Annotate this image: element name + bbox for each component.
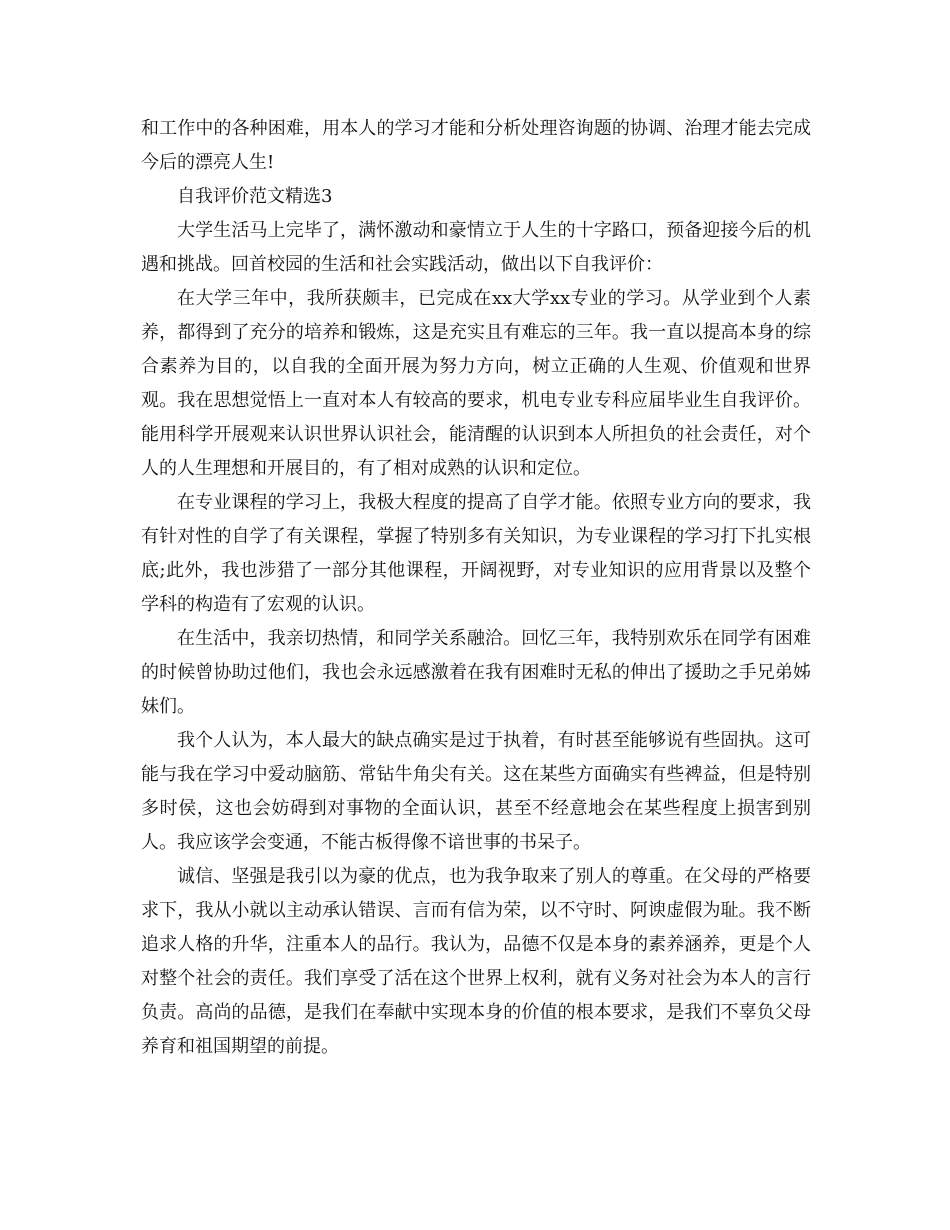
paragraph-intro: 大学生活马上完毕了，满怀激动和豪情立于人生的十字路口，预备迎接今后的机遇和挑战。回首校园的生活和社会实践活动，做出以下自我评价： (141, 220, 811, 275)
paragraph-shortcomings: 我个人认为，本人最大的缺点确实是过于执着，有时甚至能够说有些固执。这可能与我在学习中爱动脑筋、常钻牛角尖有关。这在某些方面确实有些裨益，但是特别多时侯，这也会妨碍到对事物的全面认识，甚至不经意地会在某些程度上损害到别人。我应该学会变通，不能古板得像不谙世事的书呆子。 (141, 730, 811, 853)
paragraph-life: 在生活中，我亲切热情，和同学关系融洽。回忆三年，我特别欢乐在同学有困难的时候曾协助过他们，我也会永远感激着在我有困难时无私的伸出了援助之手兄弟姊妹们。 (141, 628, 811, 717)
paragraph-integrity: 诚信、坚强是我引以为豪的优点，也为我争取来了别人的尊重。在父母的严格要求下，我从小就以主动承认错误、言而有信为荣，以不守时、阿谀虚假为耻。我不断追求人格的升华，注重本人的品行。我认为，品德不仅是本身的素养涵养，更是个人对整个社会的责任。我们享受了活在这个世界上权利，就有义务对社会为本人的言行负责。高尚的品德，是我们在奉献中实现本身的价值的根本要求，是我们不辜负父母养育和祖国期望的前提。 (141, 866, 811, 1057)
document-body (141, 112, 811, 1064)
section-heading: 自我评价范文精选3 (177, 186, 333, 207)
paragraph-university-years: 在大学三年中，我所获颇丰，已完成在xx大学xx专业的学习。从学业到个人素养，都得到了充分的培养和锻炼，这是充实且有难忘的三年。我一直以提高本身的综合素养为目的，以自我的全面开展为努力方向，树立正确的人生观、价值观和世界观。我在思想觉悟上一直对本人有较高的要求，机电专业专科应届毕业生自我评价。能用科学开展观来认识世界认识社会，能清醒的认识到本人所担负的社会责任，对个人的人生理想和开展目的，有了相对成熟的认识和定位。 (141, 288, 811, 479)
paragraph-continuation: 和工作中的各种困难，用本人的学习才能和分析处理咨询题的协调、治理才能去完成今后的漂亮人生! (141, 118, 811, 173)
paragraph-coursework: 在专业课程的学习上，我极大程度的提高了自学才能。依照专业方向的要求，我有针对性的自学了有关课程，掌握了特别多有关知识，为专业课程的学习打下扎实根底;此外，我也涉猎了一部分其他课程，开阔视野，对专业知识的应用背景以及整个学科的构造有了宏观的认识。 (141, 492, 811, 615)
